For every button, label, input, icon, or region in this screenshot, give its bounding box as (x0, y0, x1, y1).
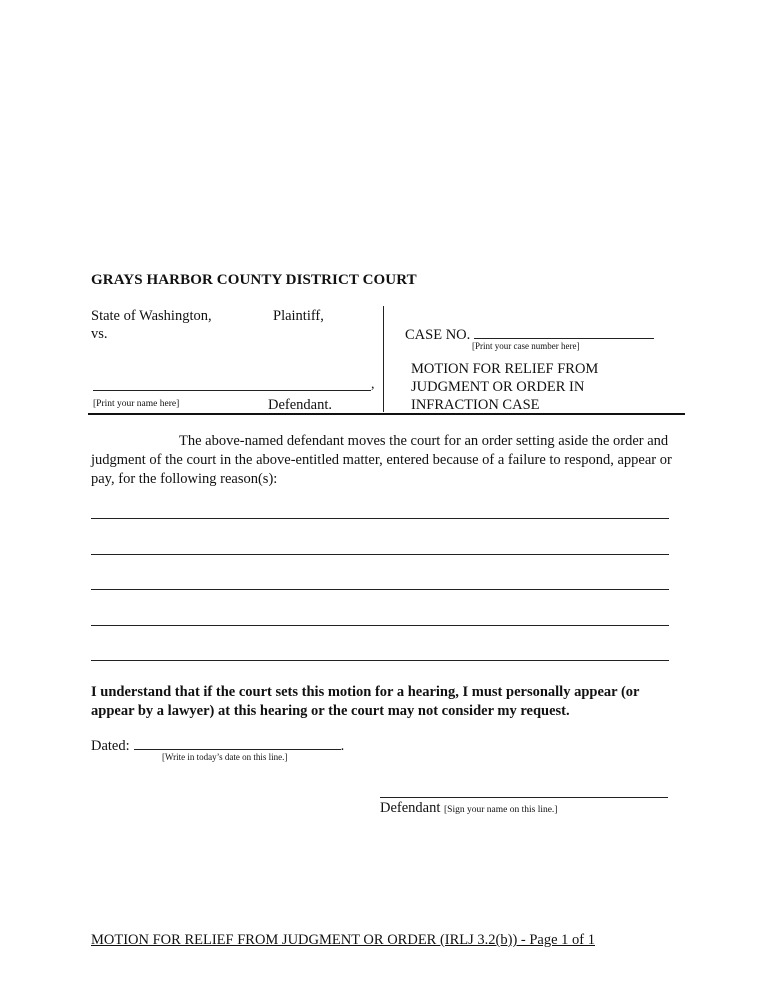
defendant-name-blank[interactable] (93, 374, 371, 391)
title-line: JUDGMENT OR ORDER IN (411, 379, 585, 395)
case-number-blank[interactable] (474, 324, 654, 339)
reason-line[interactable] (91, 625, 669, 626)
motion-paragraph (91, 432, 679, 489)
plaintiff-role-label: Plaintiff, (273, 308, 324, 324)
reason-line[interactable] (91, 554, 669, 555)
reason-line[interactable] (91, 660, 669, 661)
signature-blank[interactable] (380, 797, 668, 798)
motion-paragraph-first: The above-named defendant moves the court for an order setting aside the order (179, 433, 644, 449)
hearing-notice: I understand that if the court sets this motion for a hearing, I must personally appear (or appear by a lawyer) at this hearing or the court may not consider my request. (91, 684, 640, 719)
title-line: MOTION FOR RELIEF FROM (411, 361, 599, 377)
defendant-role-label: Defendant. (268, 397, 333, 413)
page-footer: MOTION FOR RELIEF FROM JUDGMENT OR ORDER (IRLJ 3.2(b)) - Page 1 of 1 (91, 932, 596, 948)
dated-label: Dated: (91, 738, 130, 754)
reason-line[interactable] (91, 589, 669, 590)
reason-line[interactable] (91, 518, 669, 519)
signature-hint: [Sign your name on this line.] (444, 805, 558, 815)
defendant-name-hint: [Print your name here] (93, 399, 180, 409)
caption-horizontal-divider (88, 413, 685, 415)
case-number-label: CASE NO. (405, 327, 471, 343)
dated-period: . (340, 738, 345, 754)
case-number-hint: [Print your case number here] (472, 341, 580, 351)
caption-vertical-divider (383, 306, 384, 412)
signature-field (380, 800, 557, 817)
title-line: INFRACTION CASE (411, 397, 540, 413)
signature-label: Defendant (380, 800, 441, 816)
court-name: GRAYS HARBOR COUNTY DISTRICT COURT (91, 272, 417, 288)
dated-hint: [Write in today’s date on this line.] (162, 752, 288, 762)
document-title (411, 360, 651, 414)
defendant-name-comma: , (371, 377, 375, 392)
motion-paragraph-rest: and judgment of the court in the above-entitled matter, entered because of a failure to respond, appear or pay, for the following reason(s): (91, 433, 672, 487)
dated-blank[interactable] (134, 735, 341, 750)
plaintiff-name: State of Washington, (91, 308, 212, 324)
versus-label: vs. (91, 326, 108, 342)
